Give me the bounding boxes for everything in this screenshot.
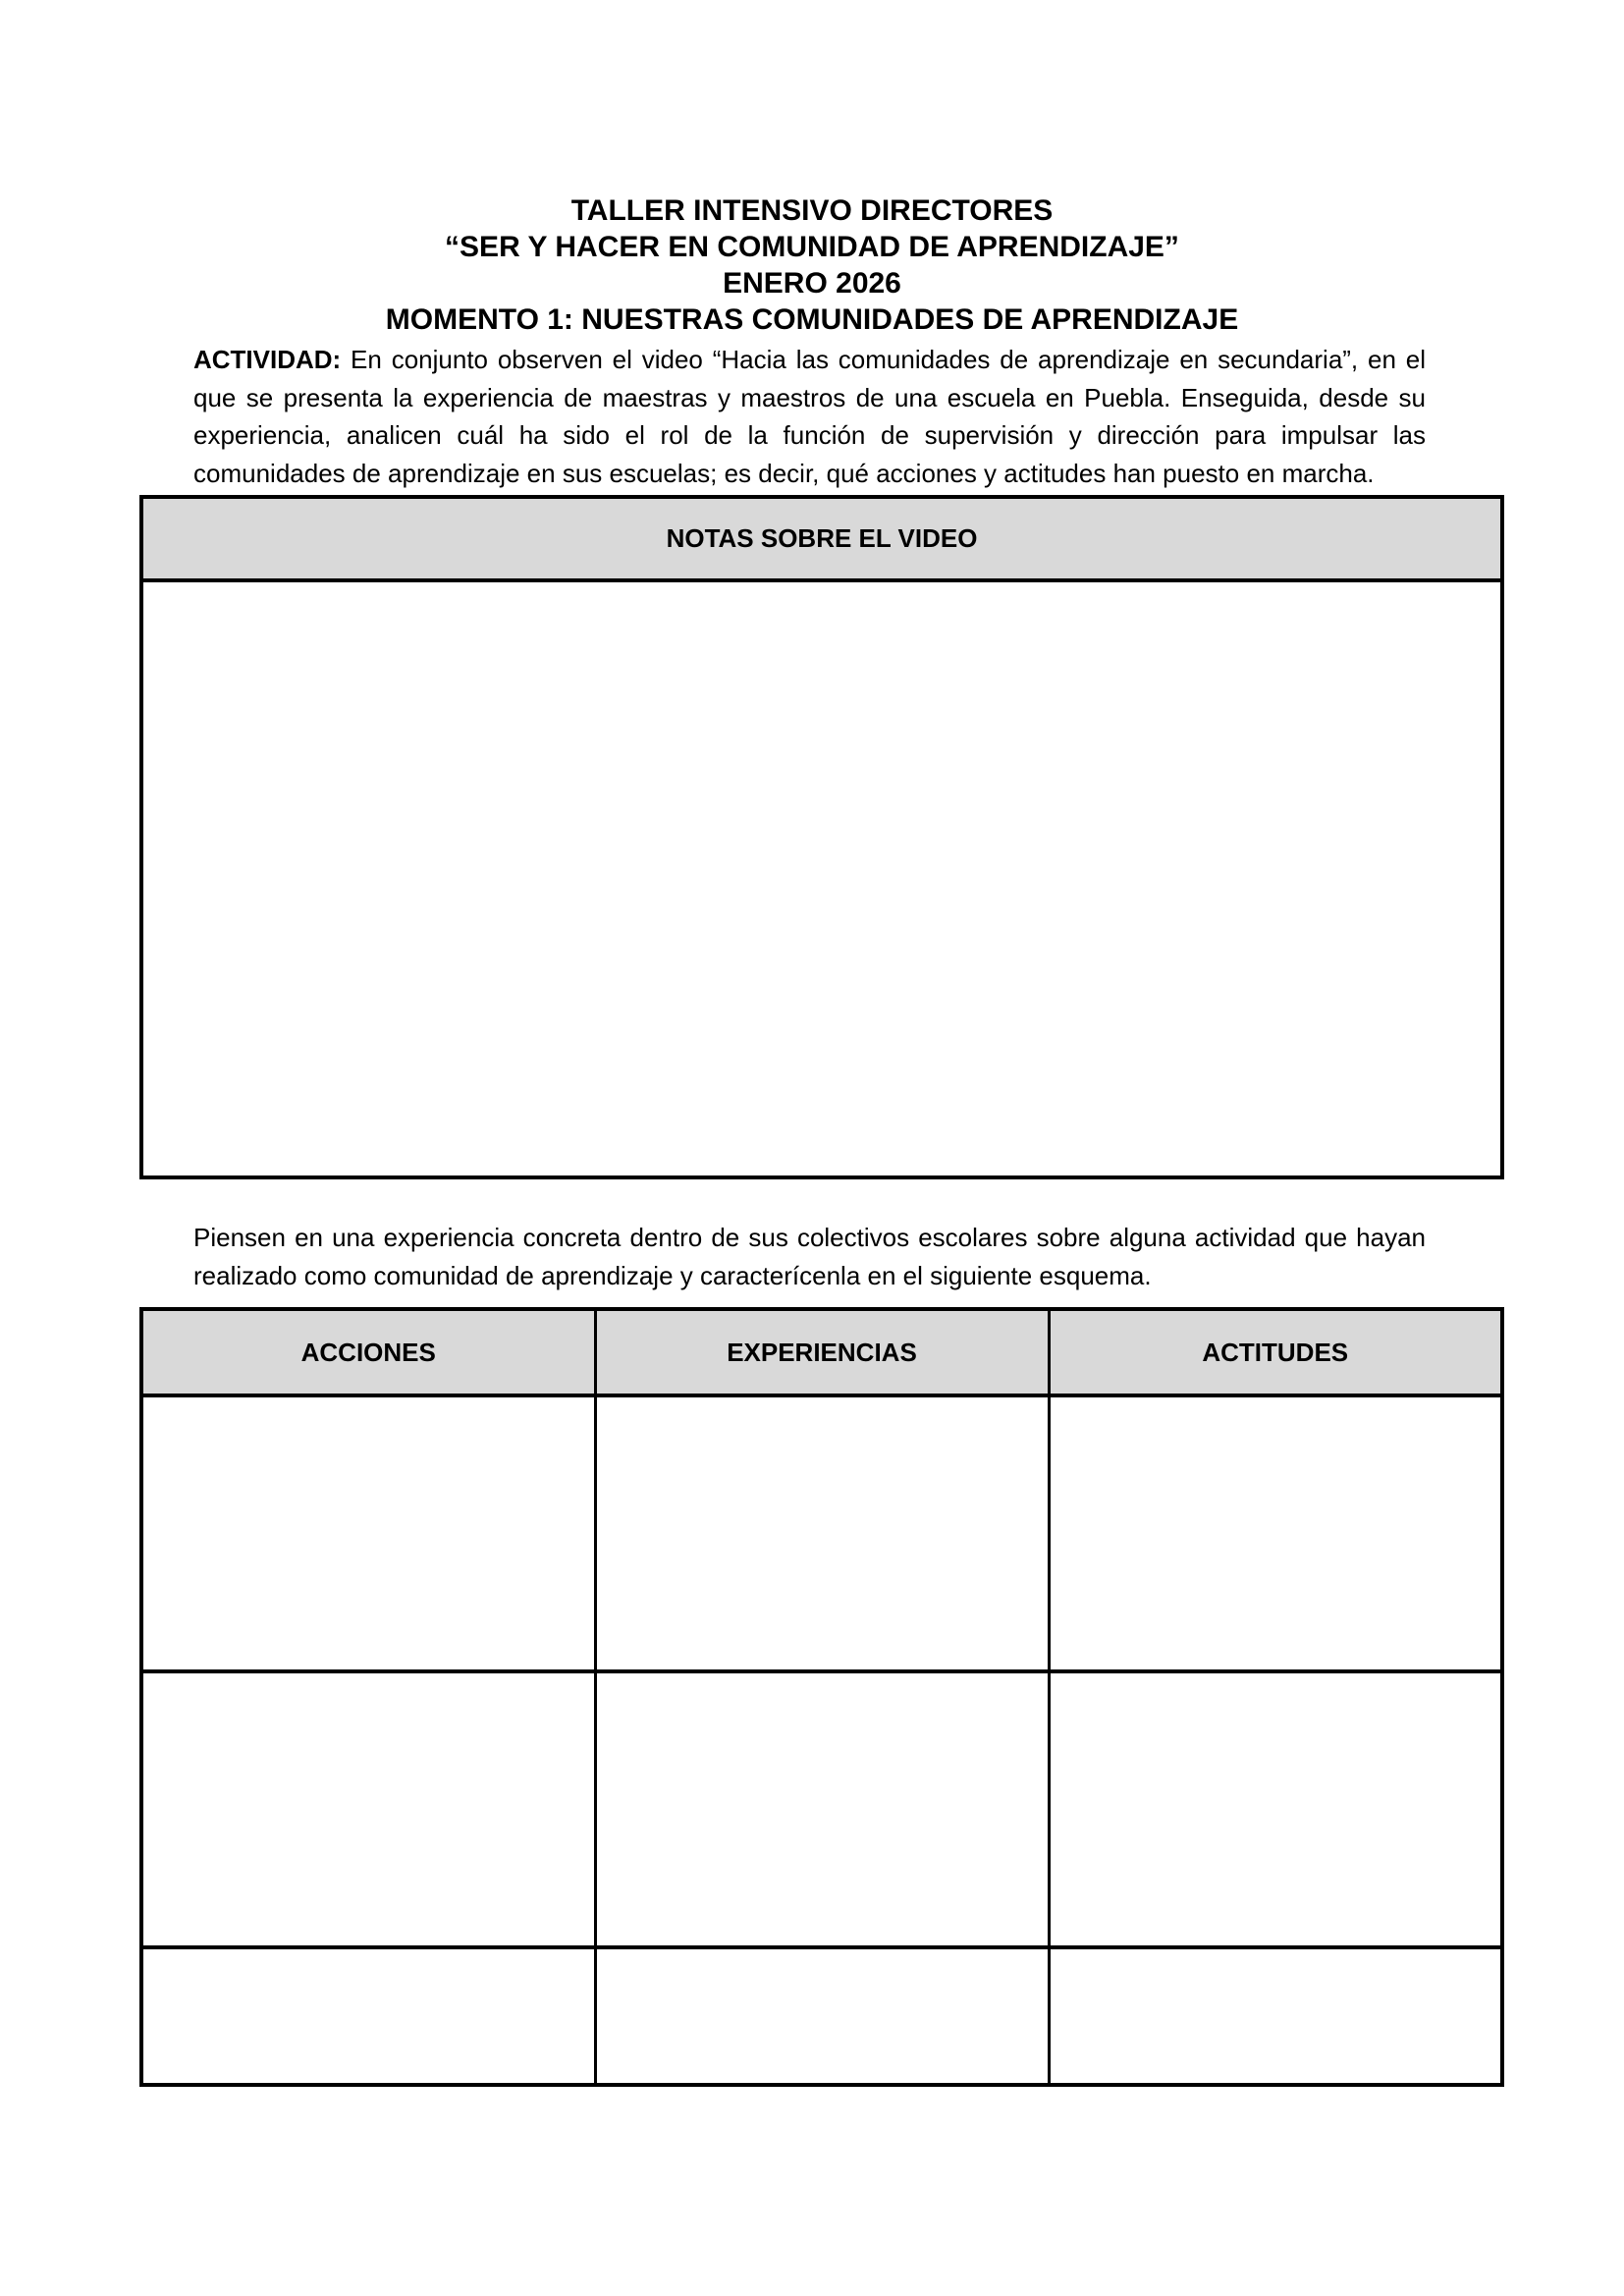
activity-text: En conjunto observen el video “Hacia las comunidades de aprendizaje en secundaria”, en el que se presenta la experiencia de maestras y maestros de una escuela en Puebla. Enseguida, desde su experiencia, analicen cuál ha sido el rol de la función de supervisión y dirección para impulsar las comunidades de aprendizaje en sus escuelas; es decir, qué acciones y actitudes han puesto en marcha. <box>193 345 1426 488</box>
schema-cell-r2c2 <box>595 1671 1049 1947</box>
activity-label: ACTIVIDAD: <box>193 345 342 374</box>
notes-table <box>139 495 1504 1179</box>
instruction-paragraph: Piensen en una experiencia concreta dentro de sus colectivos escolares sobre alguna actividad que hayan realizado como comunidad de aprendizaje y caracterícenla en el siguiente esquema. <box>193 1223 1426 1290</box>
schema-cell-r1c3 <box>1049 1395 1502 1671</box>
title-line-4: MOMENTO 1: NUESTRAS COMUNIDADES DE APRENDIZAJE <box>385 303 1239 336</box>
schema-header-actitudes: ACTITUDES <box>1049 1309 1502 1395</box>
schema-header-row <box>141 1309 1502 1395</box>
schema-row-1 <box>141 1395 1502 1671</box>
schema-header-acciones: ACCIONES <box>141 1309 595 1395</box>
schema-row-2 <box>141 1671 1502 1947</box>
schema-cell-r3c2 <box>595 1947 1049 2085</box>
schema-header-experiencias: EXPERIENCIAS <box>595 1309 1049 1395</box>
notes-header-cell: NOTAS SOBRE EL VIDEO <box>141 497 1502 580</box>
notes-body-row <box>141 580 1502 1177</box>
title-line-1: TALLER INTENSIVO DIRECTORES <box>570 194 1054 227</box>
title-block <box>0 0 1624 338</box>
schema-cell-r3c3 <box>1049 1947 1502 2085</box>
notes-header-row <box>141 497 1502 580</box>
schema-cell-r1c1 <box>141 1395 595 1671</box>
schema-cell-r2c1 <box>141 1671 595 1947</box>
schema-row-3 <box>141 1947 1502 2085</box>
notes-body-cell <box>141 580 1502 1177</box>
schema-table <box>139 1307 1504 2087</box>
title-line-2: “SER Y HACER EN COMUNIDAD DE APRENDIZAJE” <box>445 231 1179 263</box>
schema-cell-r1c2 <box>595 1395 1049 1671</box>
schema-cell-r3c1 <box>141 1947 595 2085</box>
activity-paragraph <box>193 341 1426 492</box>
schema-cell-r2c3 <box>1049 1671 1502 1947</box>
title-line-3: ENERO 2026 <box>723 267 901 300</box>
